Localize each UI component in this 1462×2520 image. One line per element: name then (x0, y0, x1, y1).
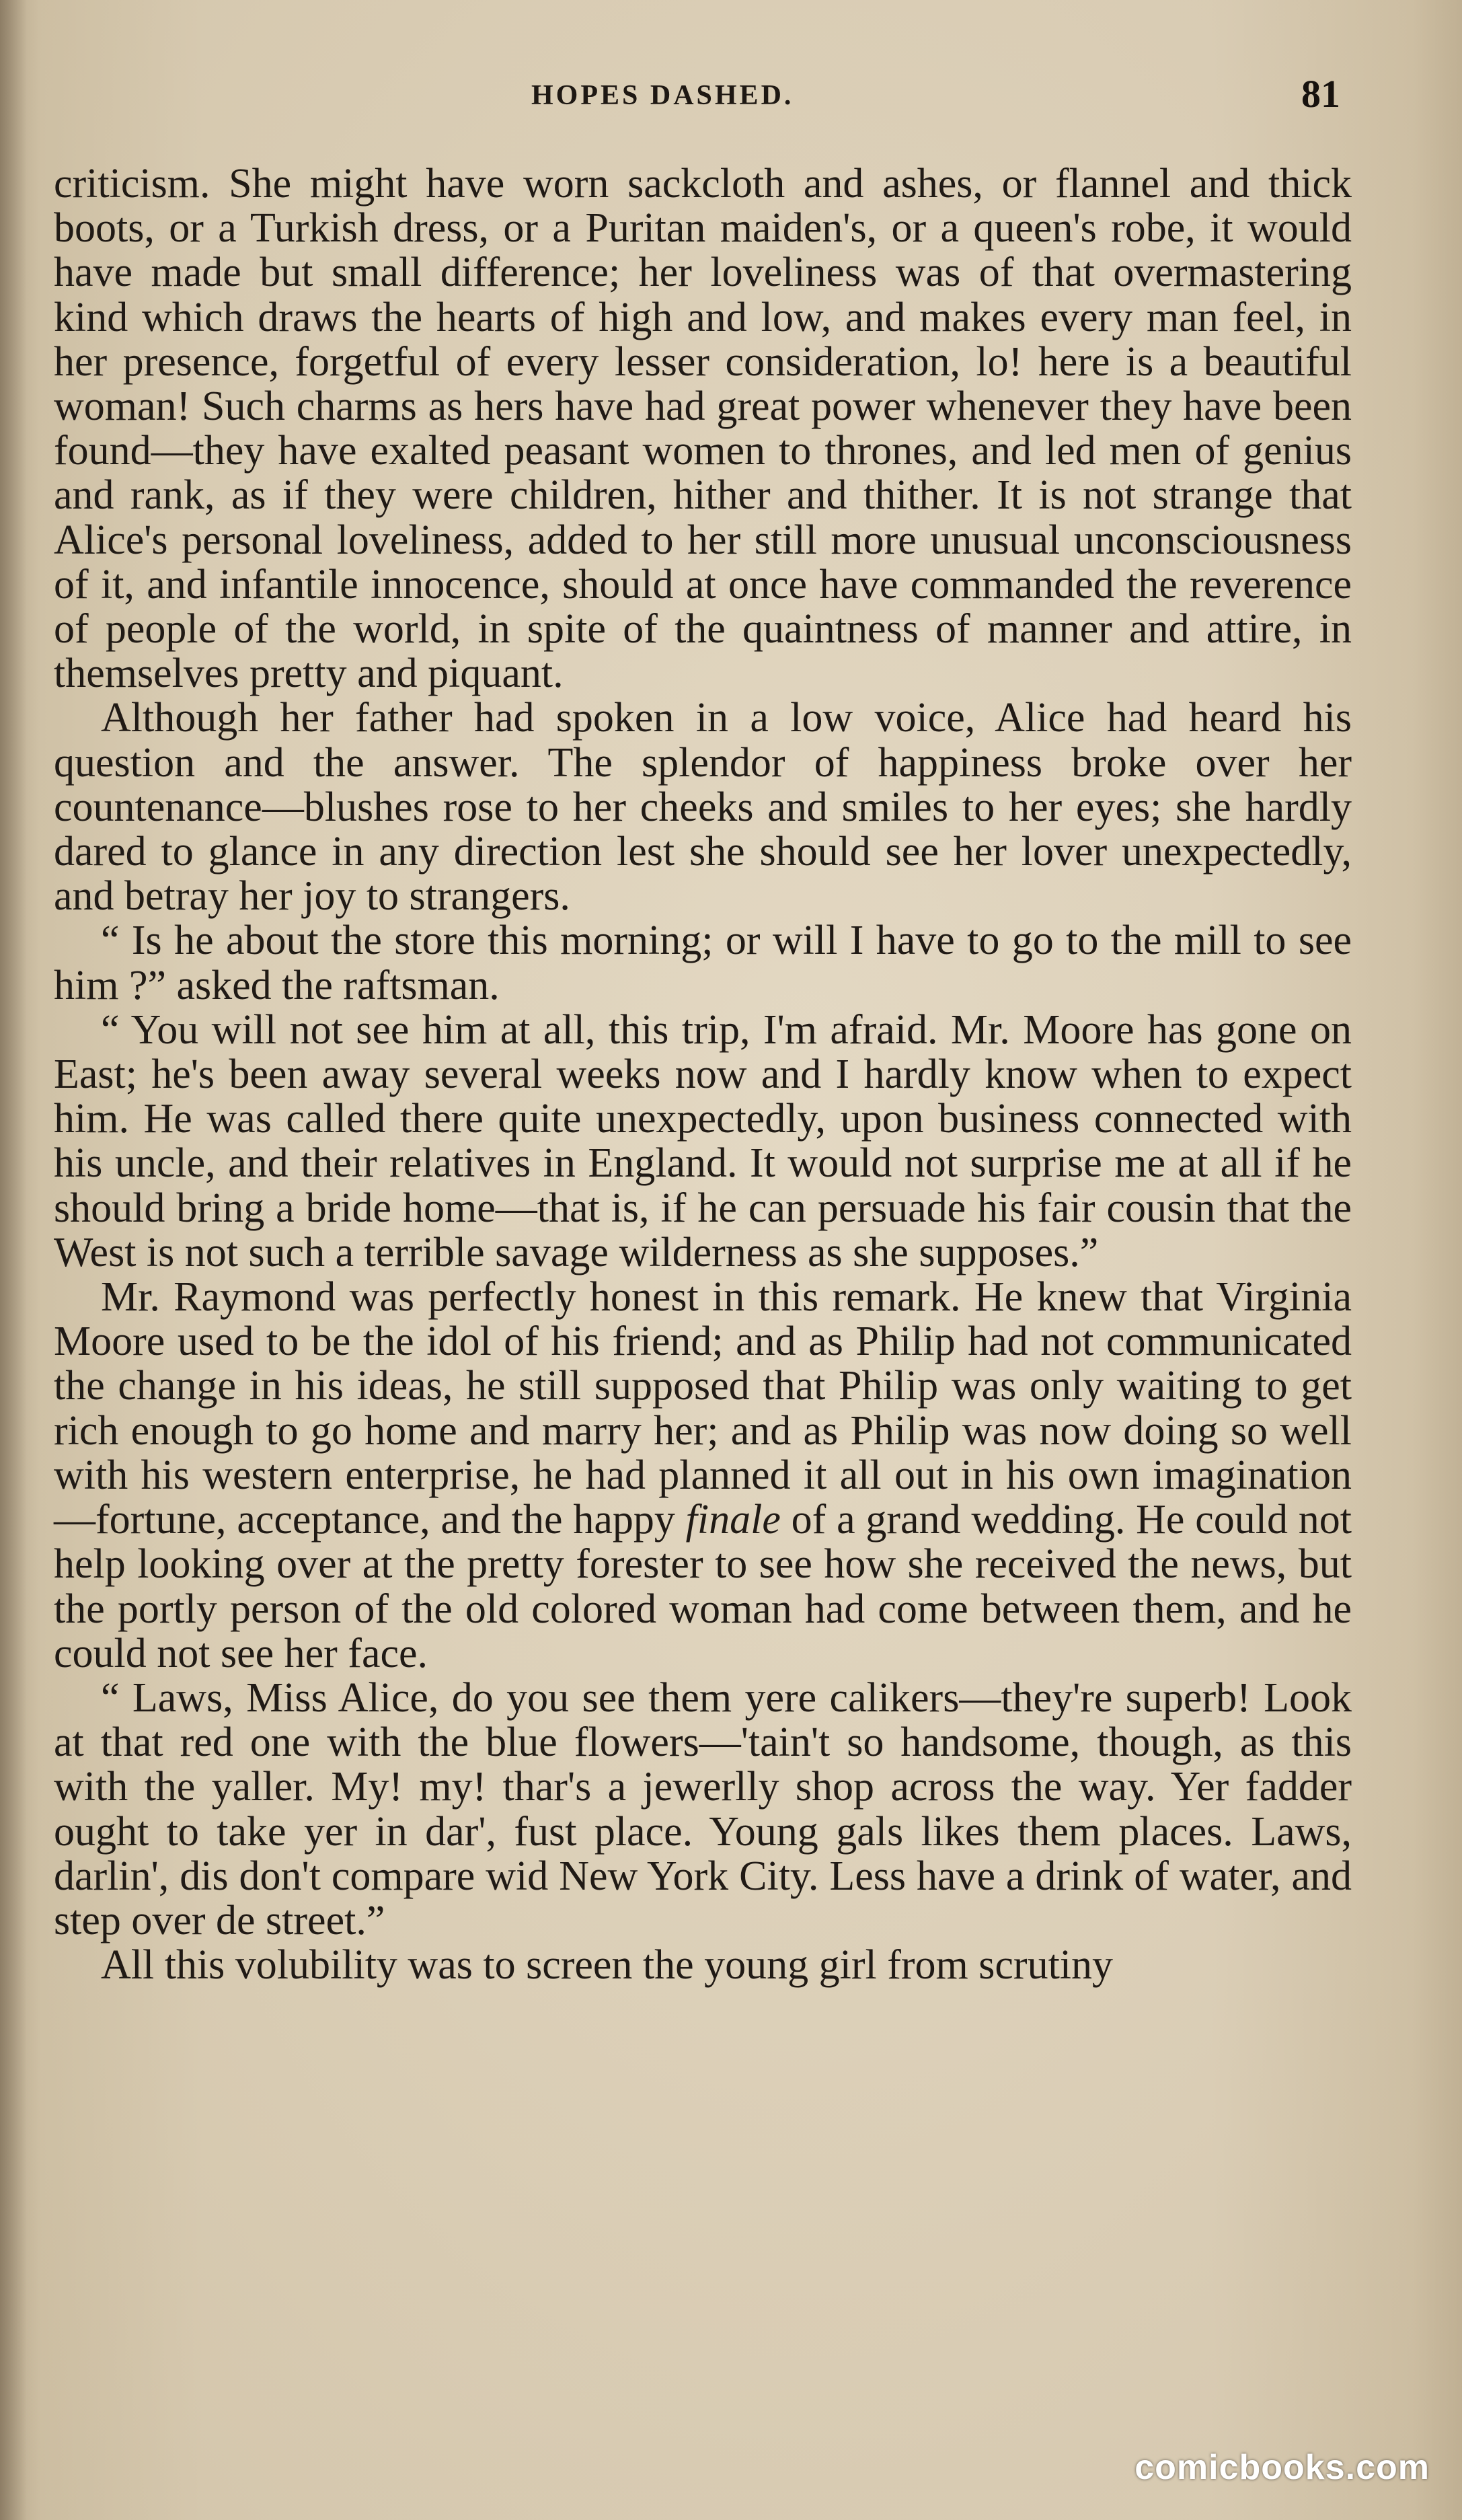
paragraph: criticism. She might have worn sackcloth and ashes, or flannel and thick boots, or a Turkish dress, or a Puritan maiden's, or a queen's robe, it would have made but small difference; her loveliness was of that overmastering kind which draws the hearts of high and low, and makes every man feel, in her presence, forgetful of every lesser consideration, lo! here is a beautiful woman! Such charms as hers have had great power whenever they have been found—they have exalted peasant women to thrones, and led men of genius and rank, as if they were children, hither and thither. It is not strange that Alice's personal loveliness, added to her still more unusual unconsciousness of it, and infantile innocence, should at once have commanded the reverence of people of the world, in spite of the quaintness of manner and attire, in themselves pretty and piquant. (54, 161, 1352, 697)
paragraph: Although her father had spoken in a low voice, Alice had heard his question and the answer. The splendor of happiness broke over her countenance—blushes rose to her cheeks and smiles to her eyes; she hardly dared to glance in any direction lest she should see her lover unexpectedly, and betray her joy to strangers. (54, 695, 1352, 920)
paragraph: All this volubility was to screen the young girl from scrutiny (101, 1942, 1114, 1989)
watermark-text: comicbooks.com (1134, 2448, 1430, 2487)
body-text (54, 161, 1352, 2375)
paragraph: Mr. Raymond was perfectly honest in this remark. He knew that Virginia Moore used to be the idol of his friend; and as Philip had not communicated the change in his ideas, he still supposed that Philip was only waiting to get rich enough to go home and marry her; and as Philip was now doing so well with his western enterprise, he had planned it all out in his own imagination—fortune, acceptance, and the happy finale of a grand wedding. He could not help looking over at the pretty forester to see how she received the news, but the portly person of the old colored woman had come between them, and he could not see her face. (54, 1274, 1352, 1676)
page-number: 81 (1301, 72, 1340, 116)
paragraph: “ Is he about the store this morning; or will I have to go to the mill to see him ?” asked the raftsman. (54, 918, 1352, 1008)
running-title: HOPES DASHED. (531, 80, 794, 111)
gutter-shadow (0, 0, 27, 2520)
paragraph: “ You will not see him at all, this trip, I'm afraid. Mr. Moore has gone on East; he's been away several weeks now and I hardly know when to expect him. He was called there quite unexpectedly, upon business connected with his uncle, and their relatives in England. It would not surprise me at all if he should bring a bride home—that is, if he can persuade his fair cousin that the West is not such a terrible savage wilderness as she supposes.” (54, 1006, 1352, 1275)
paragraph: “ Laws, Miss Alice, do you see them yere calikers—they're superb! Look at that red one with the blue flowers—'tain't so handsome, though, as this with the yaller. My! my! thar's a jewerlly shop across the way. Yer fadder ought to take yer in dar', fust place. Young gals likes them places. Laws, darlin', dis don't compare wid New York City. Less have a drink of water, and step over de street.” (54, 1674, 1352, 1943)
italic-word: finale (685, 1497, 781, 1543)
